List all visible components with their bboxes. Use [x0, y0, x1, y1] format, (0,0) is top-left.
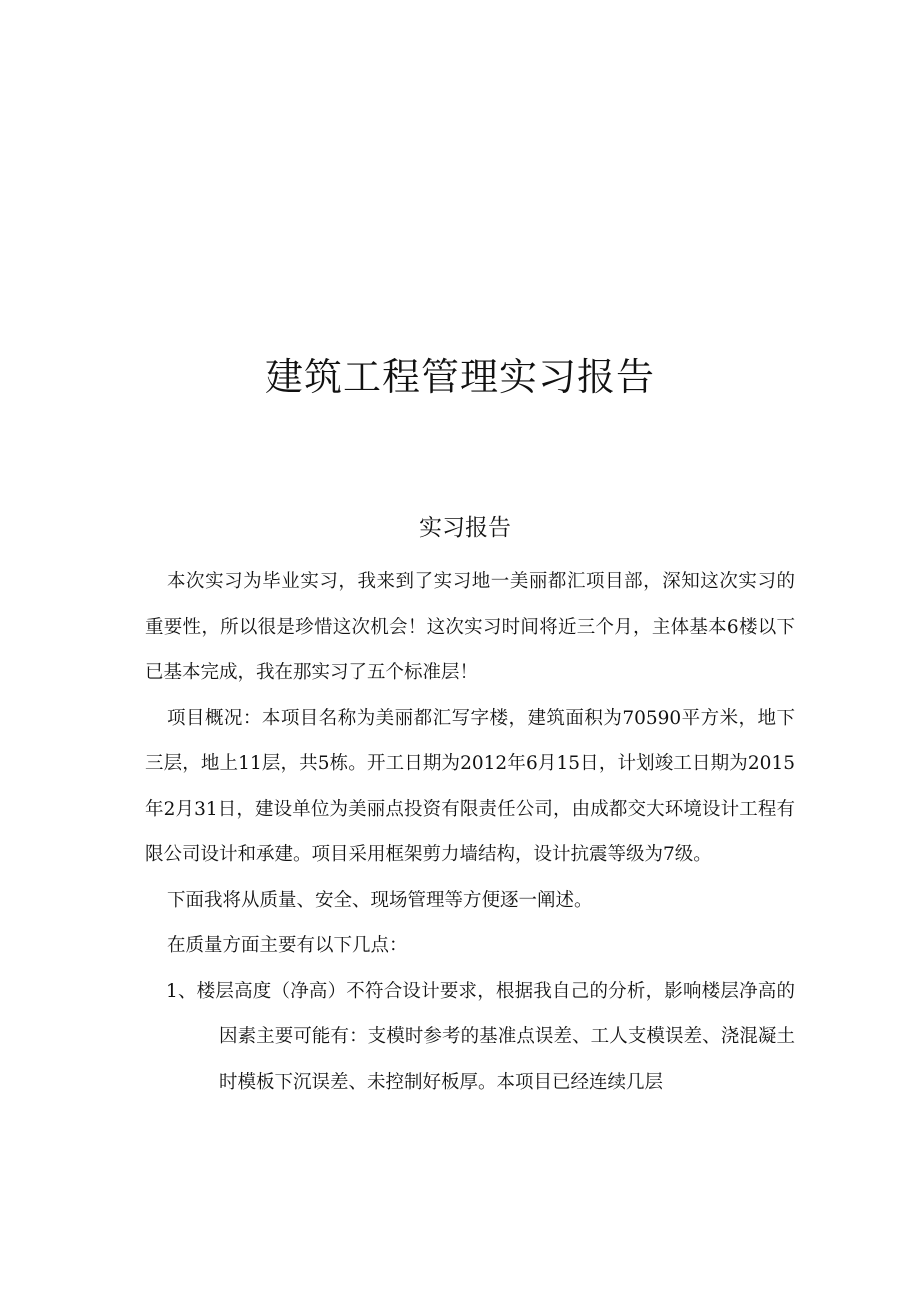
section-heading: 实习报告: [419, 515, 511, 541]
page-title: 建筑工程管理实习报告: [264, 355, 655, 399]
paragraph: 项目概况：本项目名称为美丽都汇写字楼，建筑面积为70590平方米，地下三层，地上11层，共5栋。开工日期为2012年6月15日，计划竣工日期为2015年2月31日，建设单位为美丽点投资有限责任公司，由成都交大环境设计工程有限公司设计和承建。项目采用框架剪力墙结构，设计抗震等级为7级。: [145, 707, 795, 865]
paragraph: 本次实习为毕业实习，我来到了实习地一美丽都汇项目部，深知这次实习的重要性，所以很是珍惜这次机会！这次实习时间将近三个月，主体基本6楼以下已基本完成，我在那实习了五个标准层！: [145, 571, 795, 683]
list-item: 1、楼层高度（净高）不符合设计要求，根据我自己的分析，影响楼层净高的因素主要可能有：支模时参考的基准点误差、工人支模误差、浇混凝土时模板下沉误差、未控制好板厚。本项目已经连续几层: [166, 980, 795, 1093]
paragraph: 在质量方面主要有以下几点：: [167, 935, 408, 956]
paragraph: 下面我将从质量、安全、现场管理等方便逐一阐述。: [167, 889, 593, 911]
body-text: [145, 559, 795, 1105]
